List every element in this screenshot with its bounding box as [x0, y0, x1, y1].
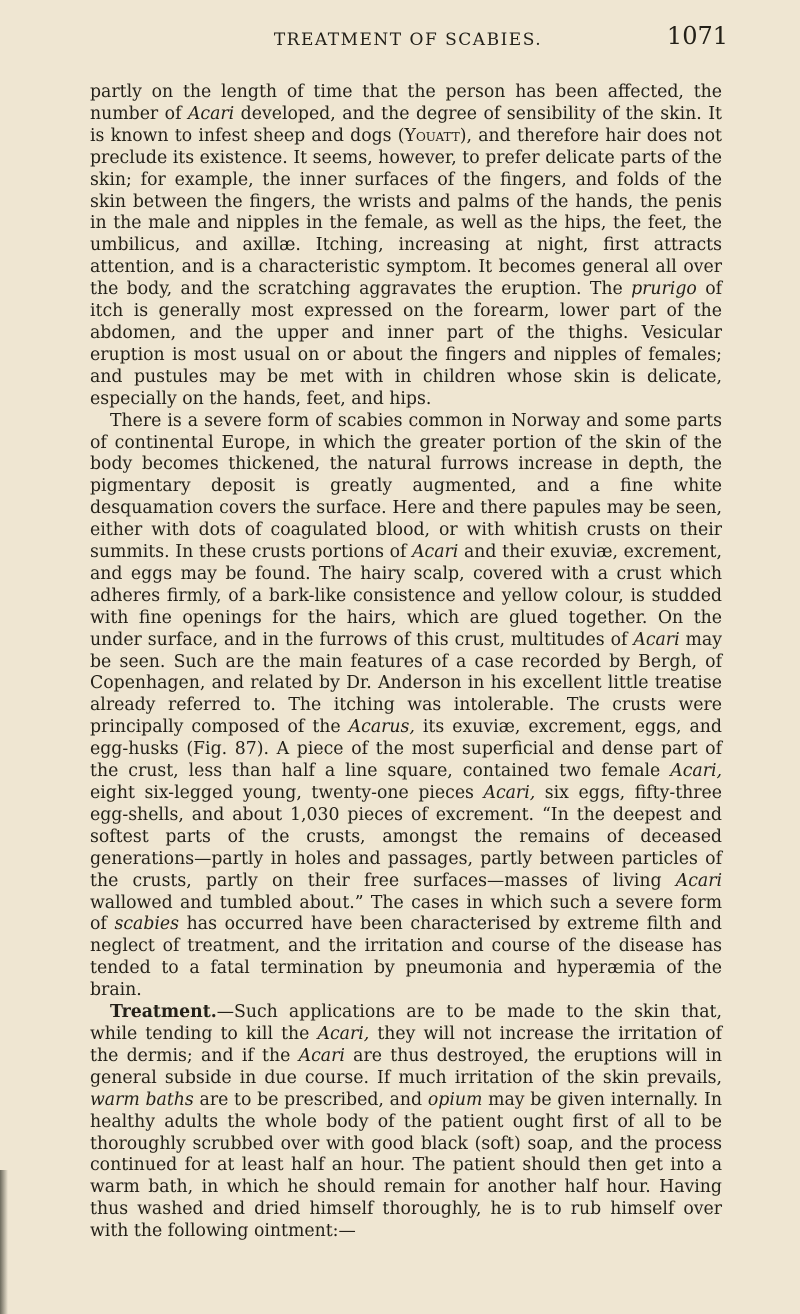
term-opium: opium	[427, 1089, 483, 1110]
paragraph-treatment: Treatment.—Such applications are to be made to the skin that, while tending to kill the Acari, they will not increase the irritation of the dermis; and if the Acari are thus destroyed, the eruptions will in general subside in due course. If much irritation of the skin prevails, warm baths are to be prescribed, and opium may be given internally. In healthy adults the whole body of the patient ought first of all to be thoroughly scrubbed over with good black (soft) soap, and the process continued for at least half an hour. The patient should then get into a warm bath, in which he should remain for another half hour. Having thus washed and dried himself thoroughly, he is to rub himself over with the following ointment:—	[90, 1002, 722, 1242]
body-text	[90, 82, 722, 1243]
section-heading-treatment: Treatment.	[110, 1002, 217, 1023]
running-head: TREATMENT OF SCABIES.	[273, 30, 543, 50]
page-header	[88, 22, 728, 72]
term-acari: Acari	[412, 542, 459, 563]
term-acari: Acari,	[483, 783, 536, 803]
term-acari: Acari	[298, 1045, 345, 1066]
term-acari: Acari,	[670, 761, 722, 782]
term-acari: Acari	[187, 103, 235, 124]
paragraph-norwegian-scabies: There is a severe form of scabies common in Norway and some parts of continental Europe, in which the greater portion of the skin of the body becomes thickened, the natural furrows increase in depth, the pigmentary deposit is greatly augmented, and a fine white desquamation covers the surface. Here and there papules may be seen, either with dots of coagulated blood, or with whitish crusts on their summits. In these crusts portions of Acari and their exuviæ, excrement, and eggs may be found. The hairy scalp, covered with a crust which adheres firmly, of a bark-like consistence and yellow colour, is studded with fine openings for the hairs, which are glued together. On the under surface, and in the furrows of this crust, multitudes of Acari may be seen. Such are the main features of a case recorded by Bergh, of Copenhagen, and related by Dr. Anderson in his excellent little treatise already referred to. The itching was intolerable. The crusts were principally composed of the Acarus, its exuviæ, excrement, eggs, and egg-husks (Fig. 87). A piece of the most superficial and dense part of the crust, less than half a line square, contained two female Acari, eight six-legged young, twenty-one pieces Acari, six eggs, fifty-three egg-shells, and about 1,030 pieces of excrement. “In the deepest and softest parts of the crusts, amongst the remains of deceased generations—partly in holes and passages, partly between particles of the crusts, partly on their free surfaces—masses of living Acari wallowed and tumbled about.” The cases in which such a severe form of scabies has occurred have been characterised by extreme filth and neglect of treatment, and the irritation and course of the disease has tended to a fatal termination by pneumonia and hyperæmia of the brain.	[90, 410, 722, 1001]
page-number: 1071	[666, 22, 728, 50]
term-warm-baths: warm baths	[90, 1089, 194, 1110]
term-scabies: scabies	[114, 914, 180, 935]
paragraph-symptoms: partly on the length of time that the person has been affected, the number of Acari developed, and the degree of sensibility of the skin. It is known to infest sheep and dogs (Youatt), and therefore hair does not preclude its existence. It seems, however, to prefer delicate parts of the skin; for example, the inner surfaces of the fingers, and folds of the skin between the fingers, the wrists and palms of the hands, the penis in the male and nipples in the female, as well as the hips, the feet, the umbilicus, and axillæ. Itching, increasing at night, first attracts attention, and is a characteristic symptom. It becomes general all over the body, and the scratching aggravates the eruption. The prurigo of itch is generally most expressed on the forearm, lower part of the abdomen, and the upper and inner part of the thighs. Vesicular eruption is most usual on or about the fingers and nipples of females; and pustules may be met with in children whose skin is delicate, especially on the hands, feet, and hips.	[90, 82, 722, 409]
term-acari: Acari,	[317, 1023, 370, 1044]
term-acari: Acari	[633, 629, 680, 650]
term-acarus: Acarus,	[348, 717, 415, 738]
term-prurigo: prurigo	[631, 279, 697, 300]
author-citation: Youatt	[404, 125, 460, 146]
term-acari: Acari	[675, 870, 722, 891]
page-edge-shadow	[0, 1170, 8, 1314]
